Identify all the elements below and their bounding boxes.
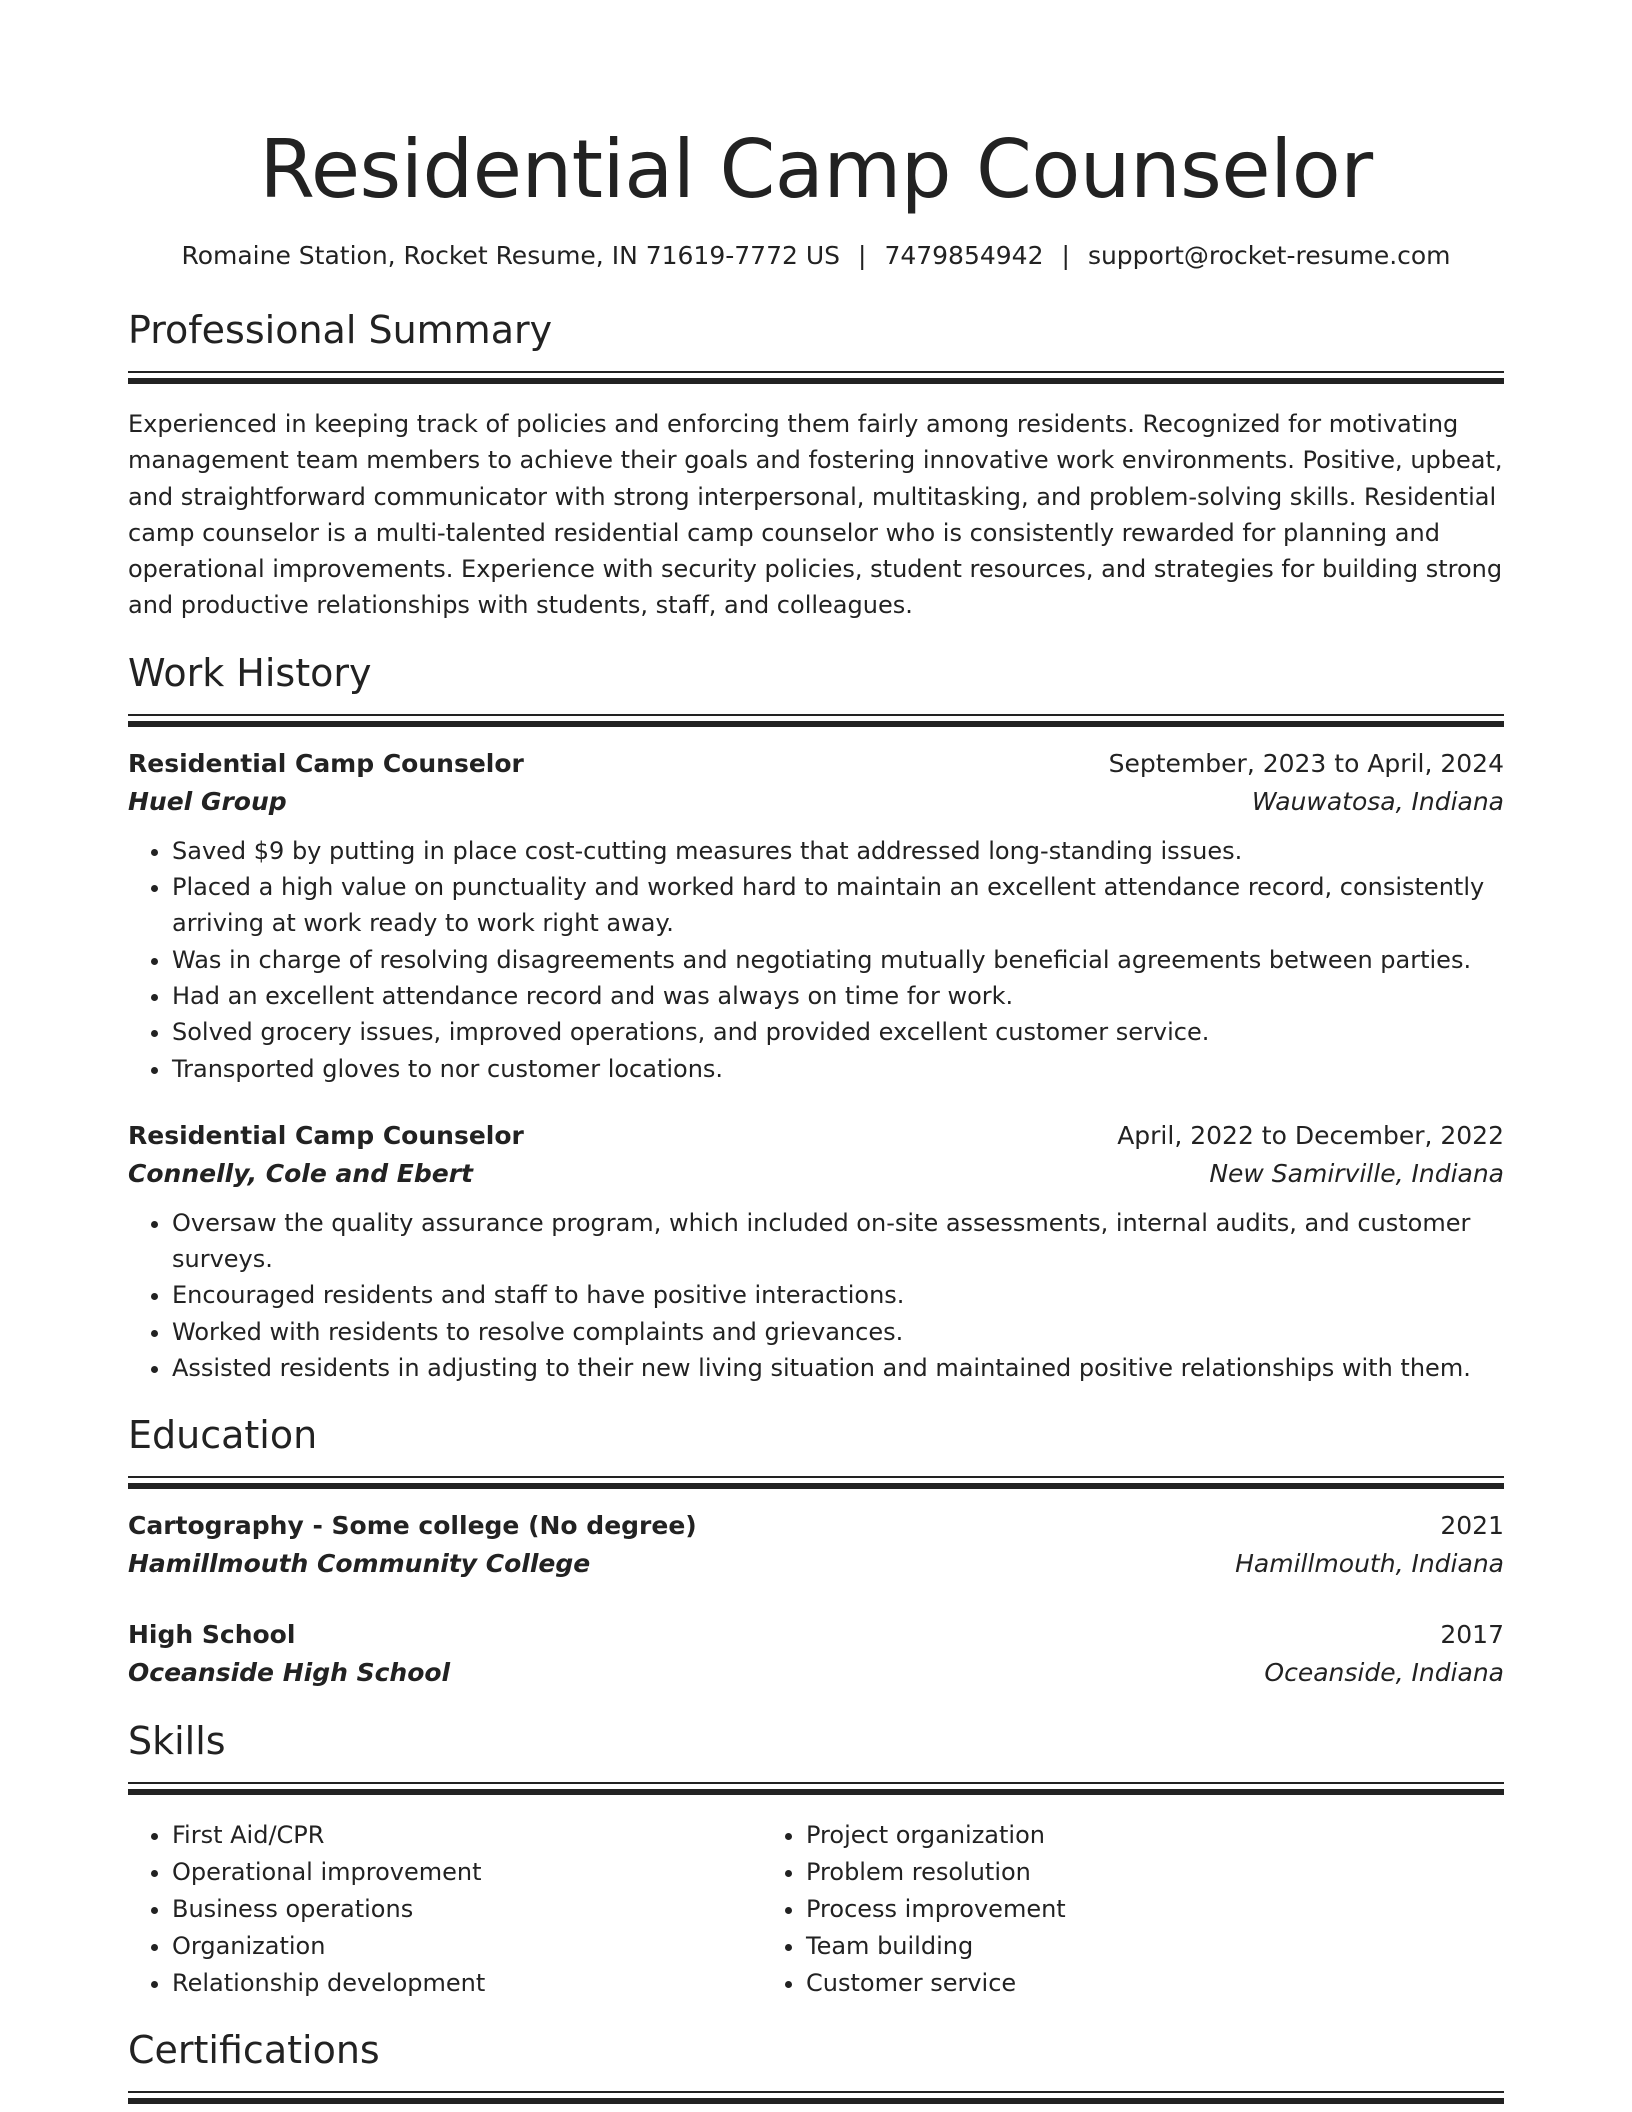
summary-text: Experienced in keeping track of policies and enforcing them fairly among residents. Recognized for motivating management team members to achieve their goals and fostering innovative work environments. Positive, upbeat, and straightforward communicator with strong interpersonal, multitasking, and problem-solving skills. Residential camp counselor is a multi-talented residential camp counselor who is consistently rewarded for planning and operational improvements. Experience with security policies, student resources, and strategies for building strong and productive relationships with students, staff, and colleagues. <box>128 410 1503 620</box>
job-location: New Samirville, Indiana <box>1209 1158 1504 1188</box>
education-year: 2017 <box>1440 1620 1504 1650</box>
list-item: • Placed a high value on punctuality and worked hard to maintain an excellent attendance record, consistently arriving at work ready to work right away. <box>172 869 1504 942</box>
resume-page <box>128 0 1504 2104</box>
section-title-skills: Skills <box>128 1719 226 1764</box>
section-divider <box>128 371 1504 384</box>
job-company: Connelly, Cole and Ebert <box>128 1158 473 1188</box>
job-header-row <box>128 1117 1504 1155</box>
list-item: • Encouraged residents and staff to have positive interactions. <box>172 1277 1504 1313</box>
job-bullets <box>128 833 1504 1087</box>
section-divider <box>128 1782 1504 1795</box>
list-item: • Business operations <box>172 1891 762 1928</box>
skills-list-left <box>128 1817 762 2001</box>
section-work-history <box>128 650 1504 1387</box>
section-divider <box>128 1476 1504 1489</box>
list-item: • Oversaw the quality assurance program, which included on-site assessments, internal audits, and customer surveys. <box>172 1205 1504 1278</box>
section-divider <box>128 2091 1504 2104</box>
list-item: • Organization <box>172 1928 762 1965</box>
contact-email: support@rocket-resume.com <box>1087 241 1451 270</box>
education-location: Hamillmouth, Indiana <box>1235 1549 1504 1579</box>
job-title: Residential Camp Counselor <box>128 748 524 778</box>
list-item: • Assisted residents in adjusting to their new living situation and maintained positive relationships with them. <box>172 1350 1504 1386</box>
education-school: Oceanside High School <box>128 1658 451 1688</box>
section-education <box>128 1412 1504 1692</box>
contact-address: Romaine Station, Rocket Resume, IN 71619-7772 US <box>181 241 840 270</box>
candidate-name: Residential Camp Counselor <box>259 123 1373 216</box>
job-company-row <box>128 1155 1504 1193</box>
list-item: • First Aid/CPR <box>172 1817 762 1854</box>
skills-list-right <box>762 1817 1396 2001</box>
contact-phone: 7479854942 <box>884 241 1044 270</box>
section-skills <box>128 1718 1504 2001</box>
list-item: • Worked with residents to resolve complaints and grievances. <box>172 1314 1504 1350</box>
list-item: • Solved grocery issues, improved operations, and provided excellent customer service. <box>172 1014 1504 1050</box>
education-degree: High School <box>128 1620 296 1650</box>
section-title-work: Work History <box>128 650 372 695</box>
job-location: Wauwatosa, Indiana <box>1251 786 1504 816</box>
contact-separator: | <box>858 241 867 270</box>
list-item: • Customer service <box>806 1965 1396 2002</box>
education-entry <box>128 1616 1504 1692</box>
section-title-education: Education <box>128 1413 318 1458</box>
list-item: • Saved $9 by putting in place cost-cutting measures that addressed long-standing issues. <box>172 833 1504 869</box>
job-bullets <box>128 1205 1504 1386</box>
education-school-row <box>128 1545 1504 1583</box>
education-entry <box>128 1507 1504 1583</box>
section-summary <box>128 307 1504 624</box>
job-dates: April, 2022 to December, 2022 <box>1117 1120 1504 1150</box>
list-item: • Transported gloves to nor customer locations. <box>172 1051 1504 1087</box>
education-header-row <box>128 1616 1504 1654</box>
contact-separator: | <box>1061 241 1070 270</box>
education-degree: Cartography - Some college (No degree) <box>128 1511 697 1541</box>
education-location: Oceanside, Indiana <box>1264 1658 1504 1688</box>
list-item: • Team building <box>806 1928 1396 1965</box>
education-year: 2021 <box>1440 1511 1504 1541</box>
list-item: • Was in charge of resolving disagreements and negotiating mutually beneficial agreements between parties. <box>172 942 1504 978</box>
section-certifications <box>128 2027 1504 2104</box>
list-item: • Relationship development <box>172 1965 762 2002</box>
job-entry <box>128 745 1504 1087</box>
job-entry <box>128 1117 1504 1386</box>
list-item: • Operational improvement <box>172 1854 762 1891</box>
section-title-certifications: Certifications <box>128 2028 380 2073</box>
job-company-row <box>128 783 1504 821</box>
list-item: • Had an excellent attendance record and was always on time for work. <box>172 978 1504 1014</box>
education-school: Hamillmouth Community College <box>128 1549 591 1579</box>
education-school-row <box>128 1654 1504 1692</box>
job-company: Huel Group <box>128 786 287 816</box>
list-item: • Process improvement <box>806 1891 1396 1928</box>
education-header-row <box>128 1507 1504 1545</box>
list-item: • Project organization <box>806 1817 1396 1854</box>
skills-columns <box>128 1817 1504 2001</box>
section-title-summary: Professional Summary <box>128 308 553 352</box>
job-header-row <box>128 745 1504 783</box>
job-title: Residential Camp Counselor <box>128 1120 524 1150</box>
job-dates: September, 2023 to April, 2024 <box>1108 748 1504 778</box>
list-item: • Problem resolution <box>806 1854 1396 1891</box>
contact-line <box>128 240 1504 272</box>
section-divider <box>128 714 1504 727</box>
